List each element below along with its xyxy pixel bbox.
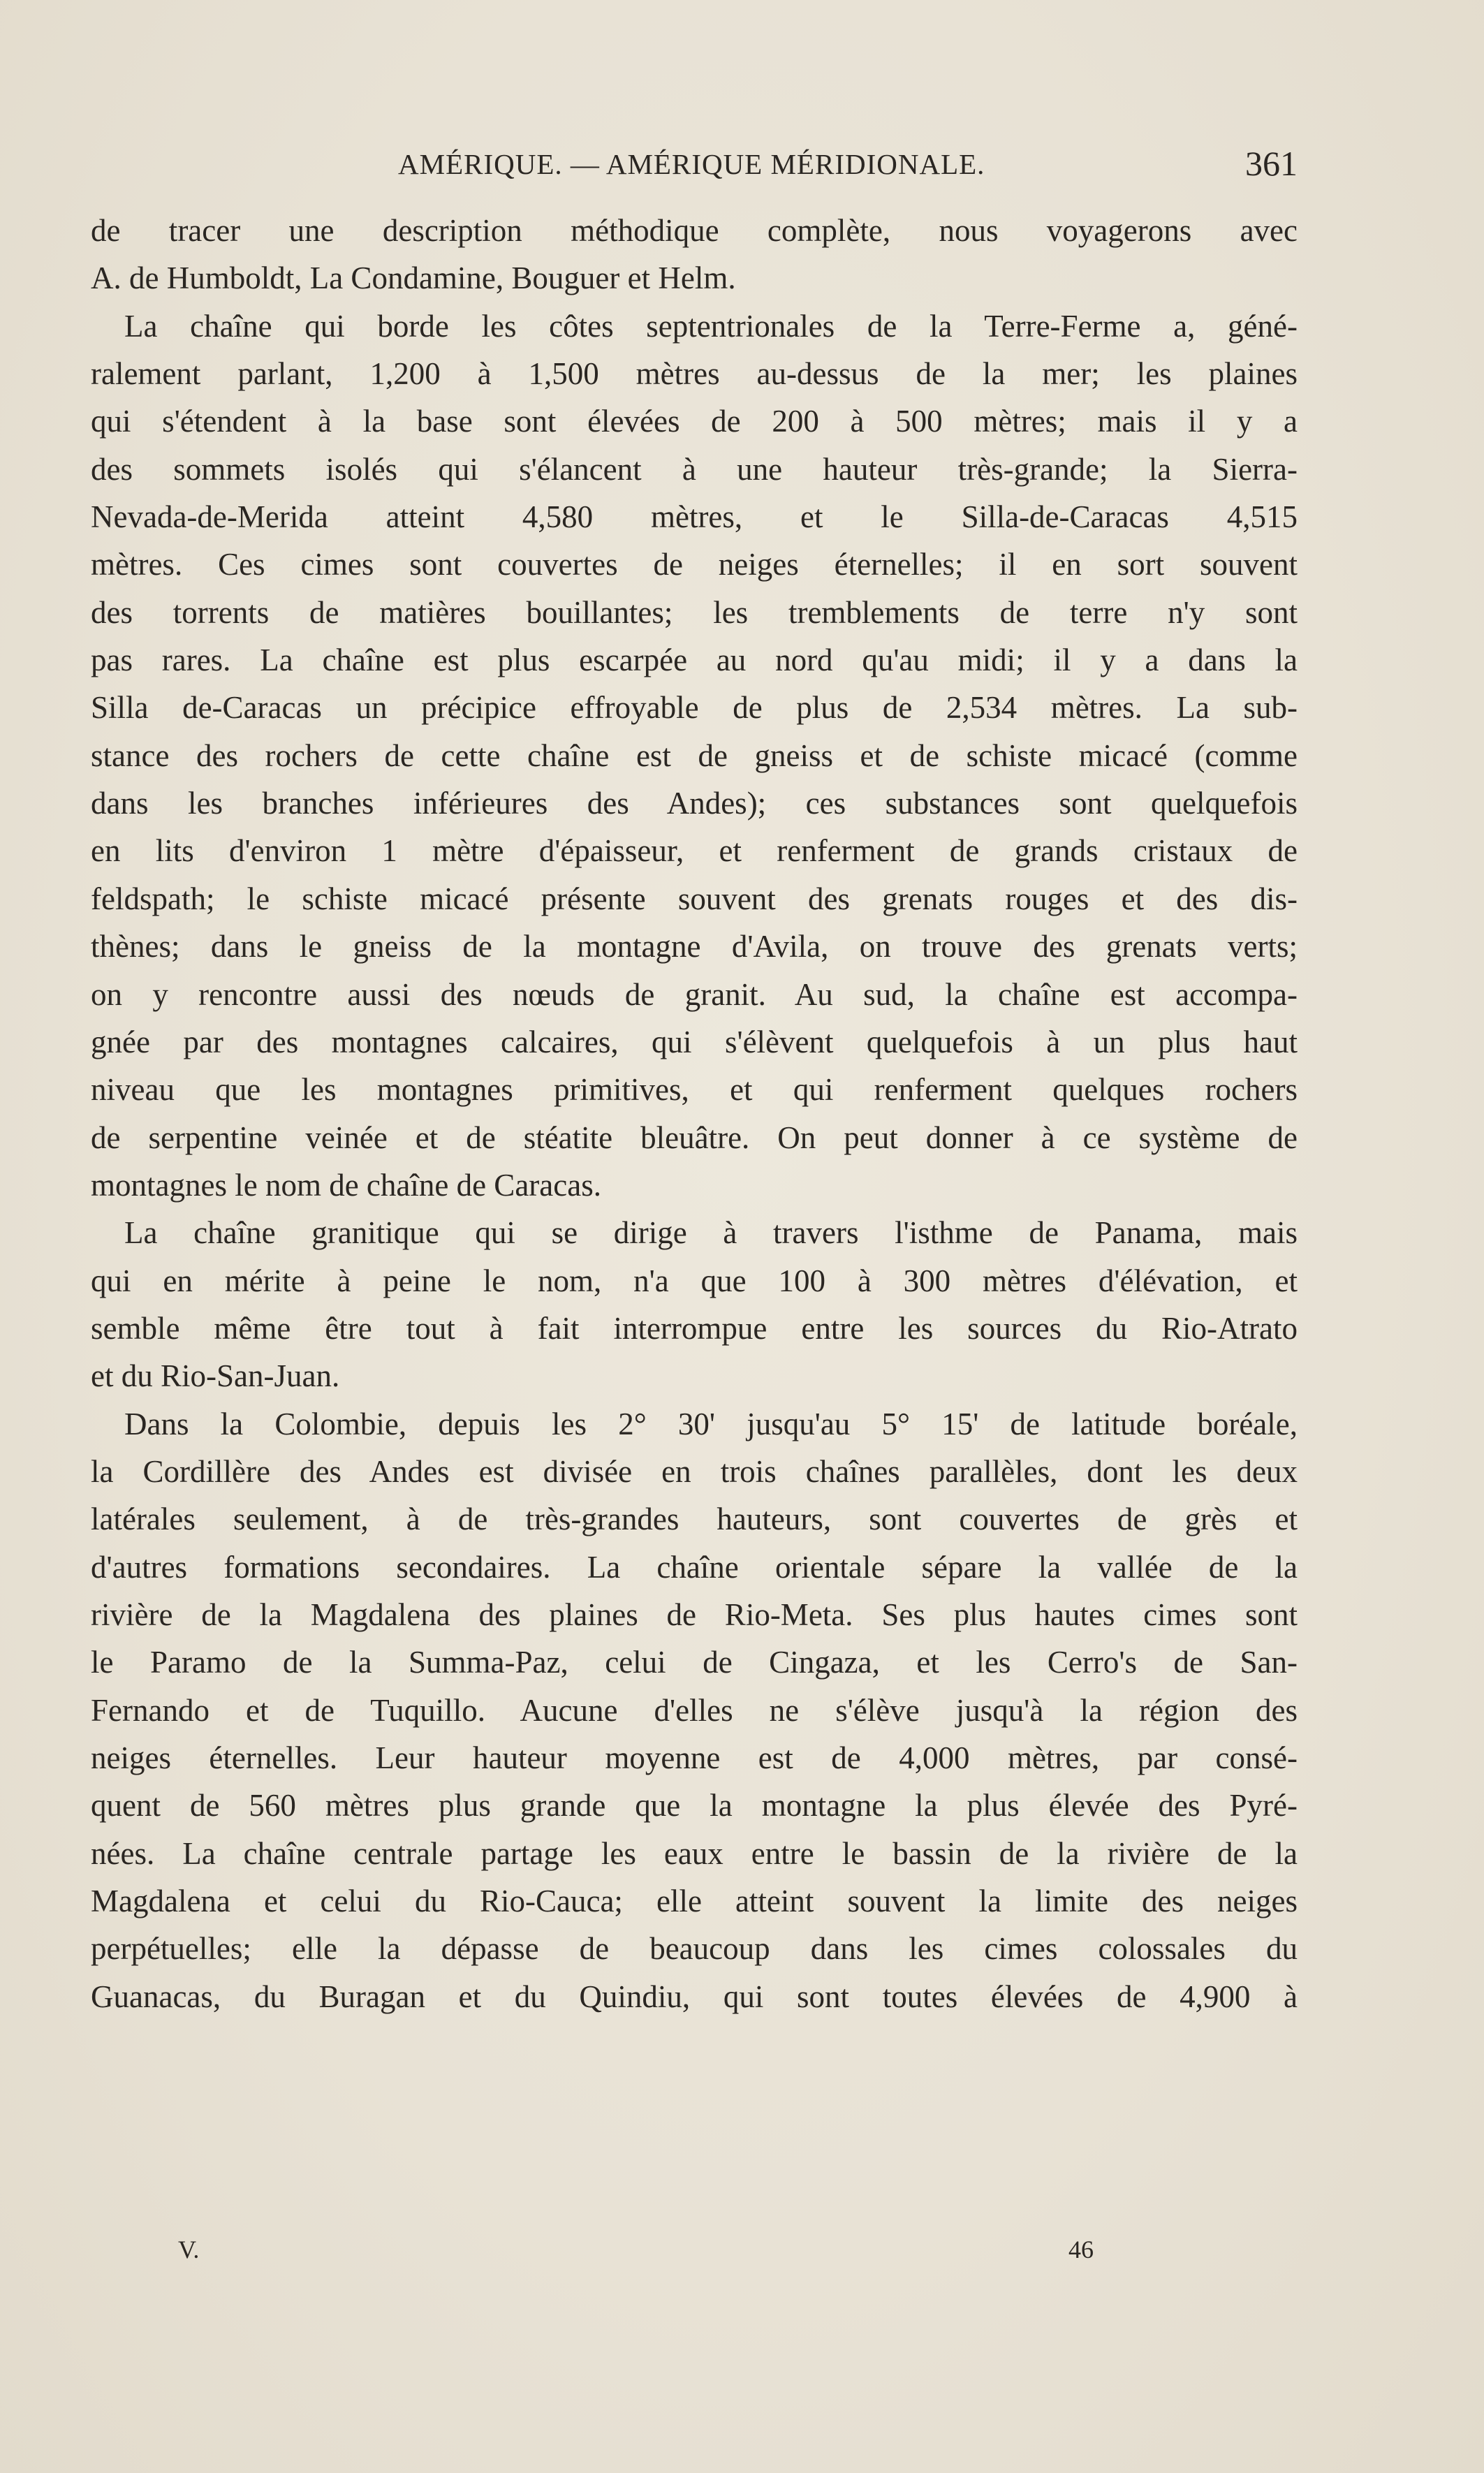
page-header: [91, 143, 1298, 192]
text-line: Dans la Colombie, depuis les 2° 30' jusqu'au 5° 15' de latitude boréale,: [124, 1406, 1298, 1441]
text-line: qui s'étendent à la base sont élevées de 200 à 500 mètres; mais il y a: [91, 404, 1298, 439]
text-line: Guanacas, du Buragan et du Quindiu, qui sont toutes élevées de 4,900 à: [91, 1979, 1298, 2014]
text-line: ralement parlant, 1,200 à 1,500 mètres au-dessus de la mer; les plaines: [91, 356, 1298, 392]
body-text: [91, 207, 1298, 2020]
text-line: qui en mérite à peine le nom, n'a que 100 à 300 mètres d'élévation, et: [91, 1263, 1298, 1298]
page-footer: [91, 2235, 1298, 2277]
text-line: pas rares. La chaîne est plus escarpée au nord qu'au midi; il y a dans la: [91, 643, 1298, 678]
text-line: rivière de la Magdalena des plaines de Rio-Meta. Ses plus hautes cimes sont: [91, 1597, 1298, 1632]
text-line: niveau que les montagnes primitives, et qui renferment quelques rochers: [91, 1072, 1298, 1108]
text-line: gnée par des montagnes calcaires, qui s'élèvent quelquefois à un plus haut: [91, 1024, 1298, 1059]
text-line: dans les branches inférieures des Andes); ces substances sont quelquefois: [91, 786, 1298, 821]
text-line: on y rencontre aussi des nœuds de granit. Au sud, la chaîne est accompa-: [91, 976, 1298, 1012]
text-line: Magdalena et celui du Rio-Cauca; elle atteint souvent la limite des neiges: [91, 1884, 1298, 1919]
text-line: d'autres formations secondaires. La chaîne orientale sépare la vallée de la: [91, 1549, 1298, 1585]
running-head: AMÉRIQUE. — AMÉRIQUE MÉRIDIONALE.: [398, 148, 985, 180]
text-line: thènes; dans le gneiss de la montagne d'Avila, on trouve des grenats verts;: [91, 929, 1298, 964]
text-line: semble même être tout à fait interrompue entre les sources du Rio-Atrato: [91, 1310, 1298, 1346]
text-line: le Paramo de la Summa-Paz, celui de Cingaza, et les Cerro's de San-: [91, 1645, 1298, 1680]
text-line: en lits d'environ 1 mètre d'épaisseur, et renferment de grands cristaux de: [91, 833, 1298, 869]
page-number: 361: [1245, 144, 1298, 183]
text-line: quent de 560 mètres plus grande que la montagne la plus élevée des Pyré-: [91, 1788, 1298, 1823]
text-line: des torrents de matières bouillantes; les tremblements de terre n'y sont: [91, 594, 1298, 630]
text-line: la Cordillère des Andes est divisée en trois chaînes parallèles, dont les deux: [91, 1453, 1298, 1489]
text-line: Nevada-de-Merida atteint 4,580 mètres, et le Silla-de-Caracas 4,515: [91, 499, 1298, 535]
text-line: neiges éternelles. Leur hauteur moyenne est de 4,000 mètres, par consé-: [91, 1740, 1298, 1775]
text-line: stance des rochers de cette chaîne est de gneiss et de schiste micacé (comme: [91, 738, 1298, 773]
text-line: et du Rio-San-Juan.: [91, 1358, 340, 1394]
text-line: nées. La chaîne centrale partage les eaux entre le bassin de la rivière de la: [91, 1835, 1298, 1871]
signature-mark: V.: [178, 2236, 200, 2263]
text-line: latérales seulement, à de très-grandes hauteurs, sont couvertes de grès et: [91, 1502, 1298, 1537]
text-line: mètres. Ces cimes sont couvertes de neiges éternelles; il en sort souvent: [91, 547, 1298, 582]
text-line: La chaîne granitique qui se dirige à travers l'isthme de Panama, mais: [124, 1215, 1298, 1251]
text-line: Fernando et de Tuquillo. Aucune d'elles ne s'élève jusqu'à la région des: [91, 1692, 1298, 1728]
text-line: de tracer une description méthodique complète, nous voyagerons avec: [91, 213, 1298, 248]
text-line: de serpentine veinée et de stéatite bleuâtre. On peut donner à ce système de: [91, 1120, 1298, 1155]
text-line: A. de Humboldt, La Condamine, Bouguer et Helm.: [91, 260, 736, 296]
text-line: montagnes le nom de chaîne de Caracas.: [91, 1167, 601, 1203]
text-line: La chaîne qui borde les côtes septentrionales de la Terre-Ferme a, géné-: [124, 308, 1298, 344]
text-line: perpétuelles; elle la dépasse de beaucoup dans les cimes colossales du: [91, 1931, 1298, 1967]
text-line: feldspath; le schiste micacé présente souvent des grenats rouges et des dis-: [91, 881, 1298, 916]
text-line: Silla de-Caracas un précipice effroyable de plus de 2,534 mètres. La sub-: [91, 690, 1298, 726]
text-line: des sommets isolés qui s'élancent à une hauteur très-grande; la Sierra-: [91, 451, 1298, 487]
sheet-number: 46: [1068, 2236, 1094, 2263]
